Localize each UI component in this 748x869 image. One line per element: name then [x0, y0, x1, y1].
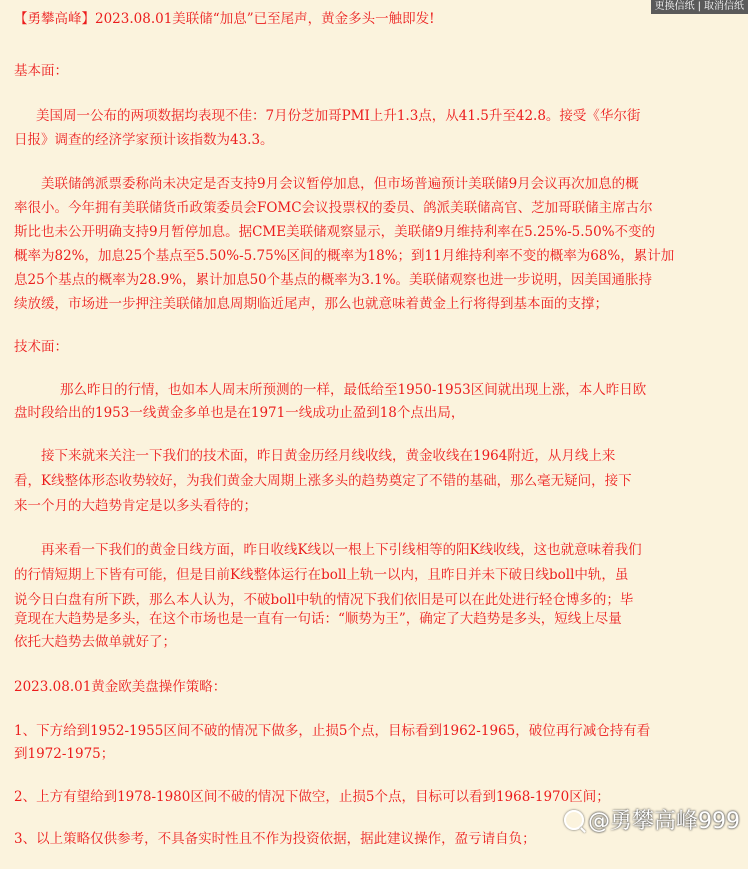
- paragraph-line: 斯比也未公开明确支持9月暂停加息。据CME美联储观察显示，美联储9月维持利率在5.25%-5.50%不变的: [14, 224, 656, 240]
- paragraph-line: 续放缓，市场进一步押注美联储加息周期临近尾声，那么也就意味着黄金上行将得到基本面的支撑；: [14, 296, 608, 312]
- paragraph-line: 依托大趋势去做单就好了；: [14, 634, 176, 650]
- strategy-item: 1、下方给到1952-1955区间不破的情况下做多，止损5个点，目标看到1962-1965，破位再行减仓持有看: [14, 723, 651, 739]
- paragraph-line: 概率为82%，加息25个基点至5.50%-5.75%区间的概率为18%；到11月维持利率不变的概率为68%，累计加: [14, 248, 675, 264]
- section-heading-technicals: 技术面：: [14, 339, 68, 355]
- paragraph-line: 竟现在大趋势是多头，在这个市场也是一直有一句话：“顺势为王”，确定了大趋势是多头，短线上尽量: [14, 611, 622, 627]
- paragraph-line: 接下来就来关注一下我们的技术面，昨日黄金历经月线收线，黄金收线在1964附近，从月线上来: [41, 448, 616, 464]
- paper-toolbar: [651, 0, 748, 14]
- paragraph-line: 盘时段给出的1953一线黄金多单也是在1971一线成功止盈到18个点出局，: [14, 405, 465, 421]
- strategy-item: 2、上方有望给到1978-1980区间不破的情况下做空，止损5个点，目标可以看到1968-1970区间；: [14, 789, 610, 805]
- section-heading-fundamentals: 基本面：: [14, 63, 68, 79]
- paragraph-line: 再来看一下我们的黄金日线方面，昨日收线K线以一根上下引线相等的阳K线收线，这也就意味着我们: [41, 542, 642, 558]
- paragraph-line: 看，K线整体形态收势较好，为我们黄金大周期上涨多头的趋势奠定了不错的基础，那么毫无疑问，接下: [14, 473, 632, 489]
- strategy-heading: 2023.08.01黄金欧美盘操作策略：: [14, 679, 227, 695]
- paragraph-line: 美联储鸽派票委称尚未决定是否支持9月会议暂停加息，但市场普遍预计美联储9月会议再次加息的概: [41, 176, 639, 192]
- toolbar-separator: |: [697, 1, 701, 12]
- watermark-text: @勇攀高峰999: [588, 809, 740, 834]
- paragraph-line: 的行情短期上下皆有可能，但是目前K线整体运行在boll上轨一以内，且昨日并未下破日线boll中轨，虽: [14, 567, 629, 583]
- article-title: 【勇攀高峰】2023.08.01美联储“加息”已至尾声，黄金多头一触即发!: [14, 11, 435, 27]
- paragraph-line: 日报》调查的经济学家预计该指数为43.3。: [14, 132, 274, 148]
- disclaimer-item: 3、以上策略仅供参考，不具备实时性且不作为投资依据，据此建议操作，盈亏请自负；: [14, 831, 536, 847]
- paragraph-line: 美国周一公布的两项数据均表现不佳：7月份芝加哥PMI上升1.3点，从41.5升至42.8。接受《华尔街: [36, 108, 641, 124]
- cancel-paper-link[interactable]: 取消信纸: [704, 1, 744, 12]
- strategy-item-continued: 到1972-1975；: [14, 746, 115, 762]
- paragraph-line: 那么昨日的行情，也如本人周末所预测的一样，最低给至1950-1953区间就出现上涨，本人昨日欧: [60, 382, 647, 398]
- paragraph-line: 息25个基点的概率为28.9%，累计加息50个基点的概率为3.1%。美联储观察也进一步说明，因美国通胀持: [14, 272, 653, 288]
- paragraph-line: 说今日白盘有所下跌，那么本人认为，不破boll中轨的情况下我们依旧是可以在此处进行轻仓博多的；毕: [14, 592, 634, 608]
- paragraph-line: 率很小。今年拥有美联储货币政策委员会FOMC会议投票权的委员、鸽派美联储高官、芝加哥联储主席古尔: [14, 200, 653, 216]
- change-paper-link[interactable]: 更换信纸: [654, 1, 695, 12]
- paragraph-line: 来一个月的大趋势肯定是以多头看待的；: [14, 498, 257, 514]
- watermark: [564, 804, 740, 835]
- search-logo-icon: [564, 810, 584, 830]
